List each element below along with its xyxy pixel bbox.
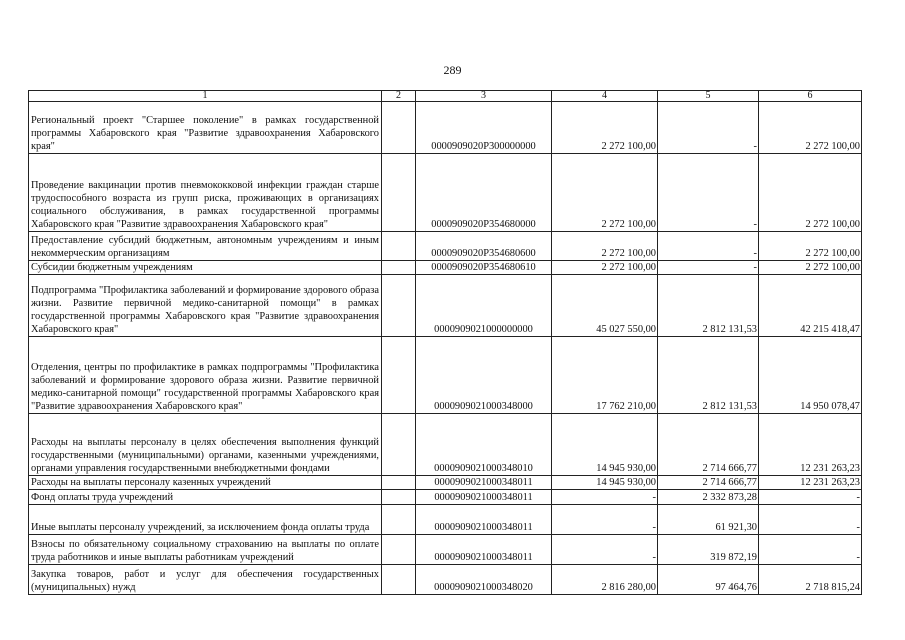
row-col6: 14 950 078,47 [759,337,862,414]
row-name: Расходы на выплаты персоналу в целях обеспечения выполнения функций государственными (муниципальными) органами, казенными учреждениями, органами управления государственными внебюджетными фондами [29,414,382,476]
row-col5: - [658,261,759,275]
row-col5: 2 714 666,77 [658,476,759,490]
row-code: 0000909021000000000 [416,275,552,337]
row-name: Расходы на выплаты персоналу казенных учреждений [29,476,382,490]
budget-table [28,90,862,595]
row-col5: 2 332 873,28 [658,490,759,505]
table-row [29,275,862,337]
table-row [29,232,862,261]
row-col2 [382,476,416,490]
row-col2 [382,565,416,595]
row-name: Иные выплаты персоналу учреждений, за исключением фонда оплаты труда [29,505,382,535]
row-col6: 2 718 815,24 [759,565,862,595]
row-col4: - [552,535,658,565]
row-col6: 12 231 263,23 [759,476,862,490]
row-code: 0000909020P354680000 [416,154,552,232]
row-col4: 2 272 100,00 [552,154,658,232]
row-name: Фонд оплаты труда учреждений [29,490,382,505]
row-col2 [382,275,416,337]
row-col4: - [552,490,658,505]
row-code: 0000909021000348020 [416,565,552,595]
row-col5: 2 714 666,77 [658,414,759,476]
row-col4: 17 762 210,00 [552,337,658,414]
row-col2 [382,535,416,565]
row-col6: 2 272 100,00 [759,154,862,232]
row-col5: - [658,154,759,232]
row-col4: - [552,505,658,535]
row-col5: 61 921,30 [658,505,759,535]
row-col4: 2 816 280,00 [552,565,658,595]
row-col2 [382,490,416,505]
table-row [29,535,862,565]
header-cell: 2 [382,91,416,102]
row-code: 0000909020P354680610 [416,261,552,275]
row-col5: - [658,232,759,261]
header-row [29,91,862,102]
row-col4: 2 272 100,00 [552,232,658,261]
row-name: Региональный проект "Старшее поколение" в рамках государственной программы Хабаровского края "Развитие здравоохранения Хабаровского края" [29,102,382,154]
row-col4: 14 945 930,00 [552,476,658,490]
row-code: 0000909021000348011 [416,535,552,565]
page-number: 289 [443,63,462,77]
header-cell: 6 [759,91,862,102]
row-col4: 14 945 930,00 [552,414,658,476]
row-col2 [382,261,416,275]
row-col2 [382,154,416,232]
row-col5: 319 872,19 [658,535,759,565]
row-code: 0000909021000348011 [416,490,552,505]
row-name: Отделения, центры по профилактике в рамках подпрограммы "Профилактика заболеваний и формирование здорового образа жизни. Развитие первичной медико-санитарной помощи" государственной программы Хабаровского края "Развитие здравоохранения Хабаровского края" [29,337,382,414]
row-col6: 2 272 100,00 [759,261,862,275]
row-code: 0000909020P300000000 [416,102,552,154]
row-col6: 42 215 418,47 [759,275,862,337]
table-row [29,261,862,275]
row-col6: - [759,535,862,565]
table-row [29,414,862,476]
row-name: Взносы по обязательному социальному страхованию на выплаты по оплате труда работников и иные выплаты работникам учреждений [29,535,382,565]
table-row [29,476,862,490]
row-col5: 2 812 131,53 [658,275,759,337]
header-cell: 1 [29,91,382,102]
row-code: 0000909021000348011 [416,505,552,535]
row-code: 0000909021000348011 [416,476,552,490]
row-col2 [382,232,416,261]
row-col4: 45 027 550,00 [552,275,658,337]
row-col4: 2 272 100,00 [552,261,658,275]
row-col2 [382,414,416,476]
row-col6: 12 231 263,23 [759,414,862,476]
row-col6: - [759,505,862,535]
row-name: Субсидии бюджетным учреждениям [29,261,382,275]
row-name: Подпрограмма "Профилактика заболеваний и формирование здорового образа жизни. Развитие первичной медико-санитарной помощи" в рамках государственной программы Хабаровского края "Развитие здравоохранения Хабаровского края" [29,275,382,337]
row-col6: - [759,490,862,505]
row-name: Закупка товаров, работ и услуг для обеспечения государственных (муниципальных) нужд [29,565,382,595]
row-col6: 2 272 100,00 [759,232,862,261]
row-code: 0000909021000348000 [416,337,552,414]
row-col4: 2 272 100,00 [552,102,658,154]
row-col2 [382,102,416,154]
row-col5: 97 464,76 [658,565,759,595]
table-row [29,102,862,154]
table-row [29,337,862,414]
row-col2 [382,505,416,535]
table-row [29,565,862,595]
table-row [29,154,862,232]
row-code: 0000909020P354680600 [416,232,552,261]
header-cell: 4 [552,91,658,102]
row-code: 0000909021000348010 [416,414,552,476]
row-name: Проведение вакцинации против пневмококковой инфекции граждан старше трудоспособного возраста из групп риска, проживающих в организациях социального обслуживания, в рамках государственной программы Хабаровского края "Развитие здравоохранения Хабаровского края" [29,154,382,232]
table-row [29,505,862,535]
row-col2 [382,337,416,414]
header-cell: 5 [658,91,759,102]
row-col5: - [658,102,759,154]
row-col5: 2 812 131,53 [658,337,759,414]
row-name: Предоставление субсидий бюджетным, автономным учреждениям и иным некоммерческим организациям [29,232,382,261]
row-col6: 2 272 100,00 [759,102,862,154]
table-row [29,490,862,505]
header-cell: 3 [416,91,552,102]
